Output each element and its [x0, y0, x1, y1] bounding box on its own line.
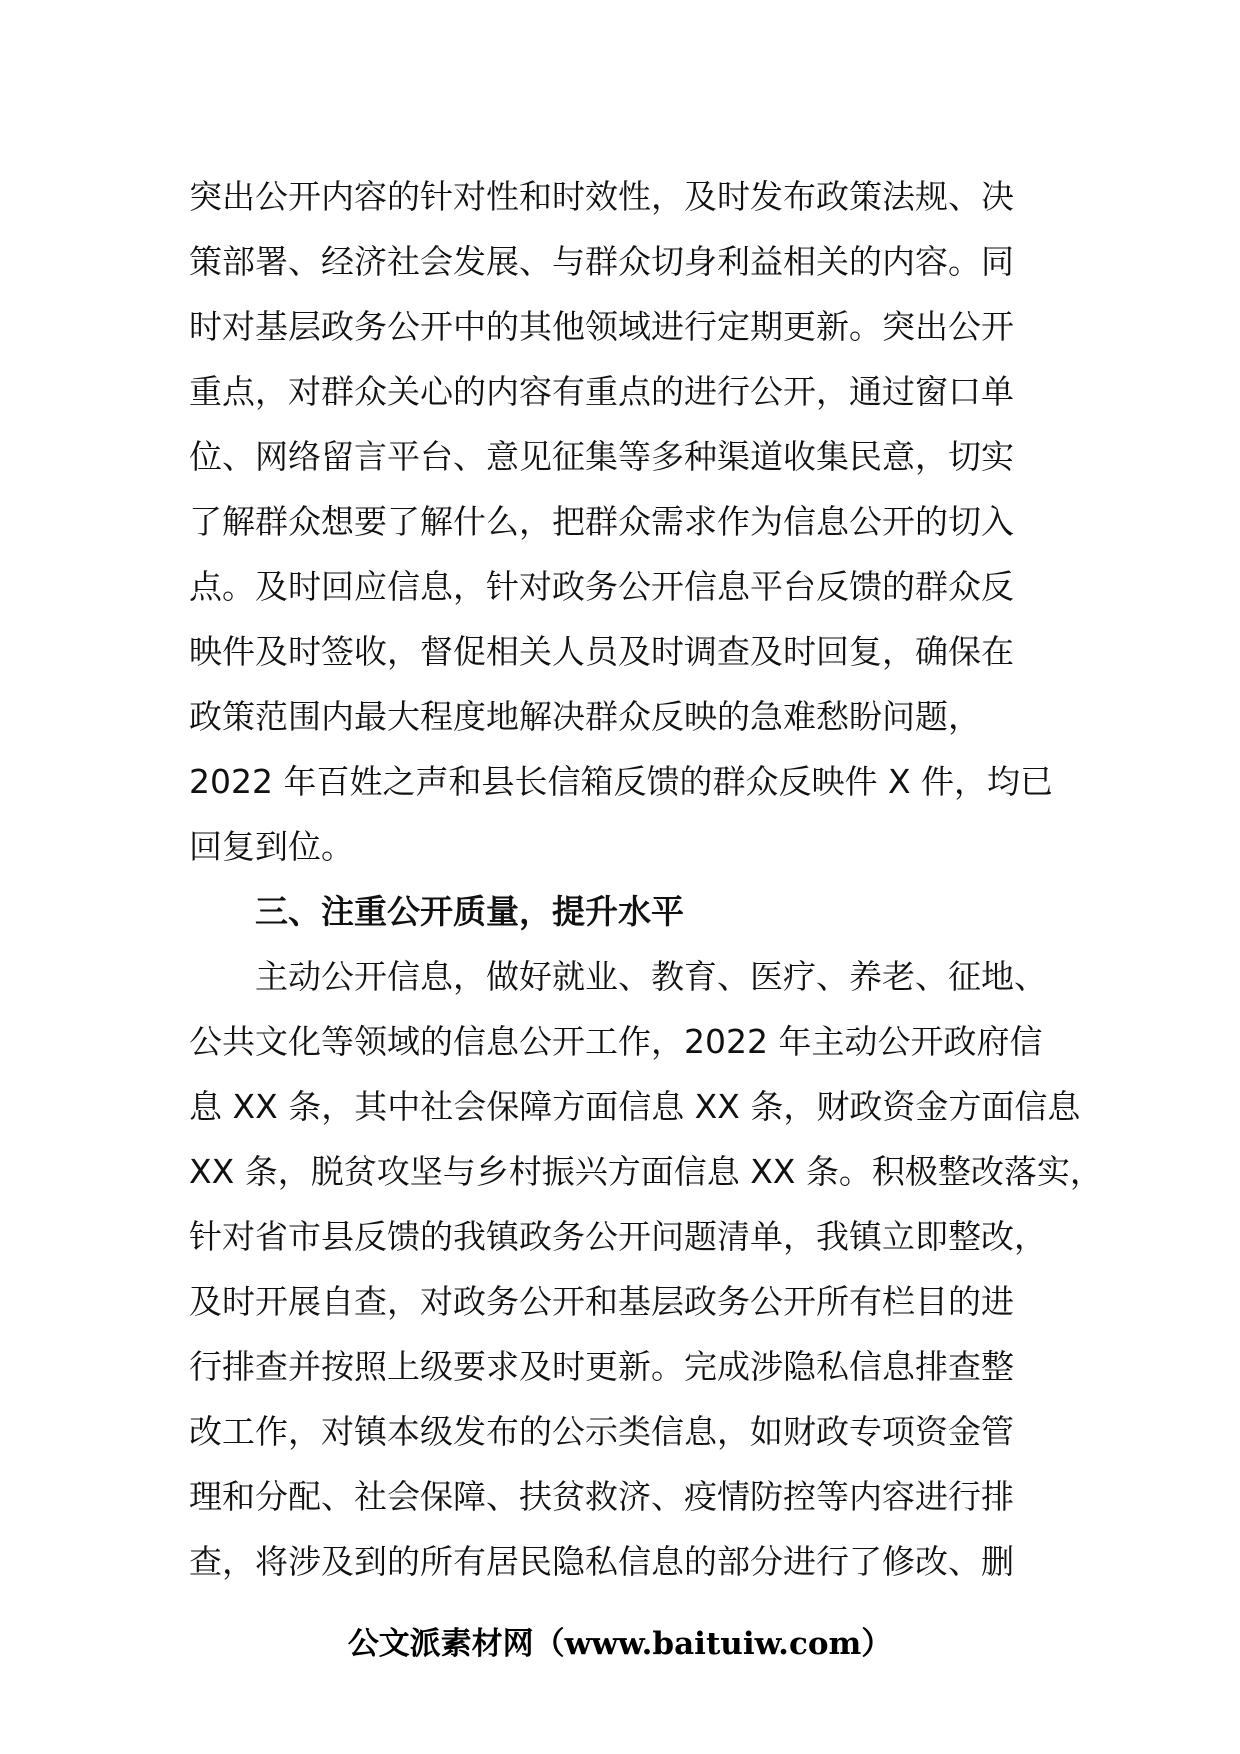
body-text-line: 公共文化等领域的信息公开工作，2022 年主动公开政府信: [189, 1022, 1043, 1061]
page-footer: 公文派素材网（www.baituiw.com）: [347, 1626, 893, 1662]
body-text-line: 了解群众想要了解什么，把群众需求作为信息公开的切入: [189, 502, 1014, 541]
body-text-line: 理和分配、社会保障、扶贫救济、疫情防控等内容进行排: [189, 1477, 1014, 1516]
body-text-line: 改工作，对镇本级发布的公示类信息，如财政专项资金管: [189, 1412, 1014, 1451]
body-text-line: 时对基层政务公开中的其他领域进行定期更新。突出公开: [189, 307, 1014, 346]
body-text-line: 回复到位。: [189, 827, 354, 866]
body-text-line: 点。及时回应信息，针对政务公开信息平台反馈的群众反: [189, 567, 1014, 606]
body-text-line: 策部署、经济社会发展、与群众切身利益相关的内容。同: [189, 242, 1014, 281]
body-text-line: 息 XX 条，其中社会保障方面信息 XX 条，财政资金方面信息: [189, 1087, 1081, 1126]
body-text-line: 映件及时签收，督促相关人员及时调查及时回复，确保在: [189, 632, 1014, 671]
body-text-line: XX 条，脱贫攻坚与乡村振兴方面信息 XX 条。积极整改落实，: [189, 1152, 1103, 1191]
body-text-line: 位、网络留言平台、意见征集等多种渠道收集民意，切实: [189, 437, 1014, 476]
body-text-line: 针对省市县反馈的我镇政务公开问题清单，我镇立即整改，: [189, 1217, 1047, 1256]
body-text-line: 主动公开信息，做好就业、教育、医疗、养老、征地、: [255, 957, 1047, 996]
section-heading: 三、注重公开质量，提升水平: [255, 892, 684, 931]
body-text-line: 查，将涉及到的所有居民隐私信息的部分进行了修改、删: [189, 1542, 1014, 1581]
body-text-line: 政策范围内最大程度地解决群众反映的急难愁盼问题，: [189, 697, 981, 736]
body-text-line: 及时开展自查，对政务公开和基层政务公开所有栏目的进: [189, 1282, 1014, 1321]
body-text-line: 2022 年百姓之声和县长信箱反馈的群众反映件 X 件，均已: [189, 762, 1054, 801]
body-text-line: 突出公开内容的针对性和时效性，及时发布政策法规、决: [189, 177, 1014, 216]
body-text-line: 重点，对群众关心的内容有重点的进行公开，通过窗口单: [189, 372, 1014, 411]
body-text-line: 行排查并按照上级要求及时更新。完成涉隐私信息排查整: [189, 1347, 1014, 1386]
